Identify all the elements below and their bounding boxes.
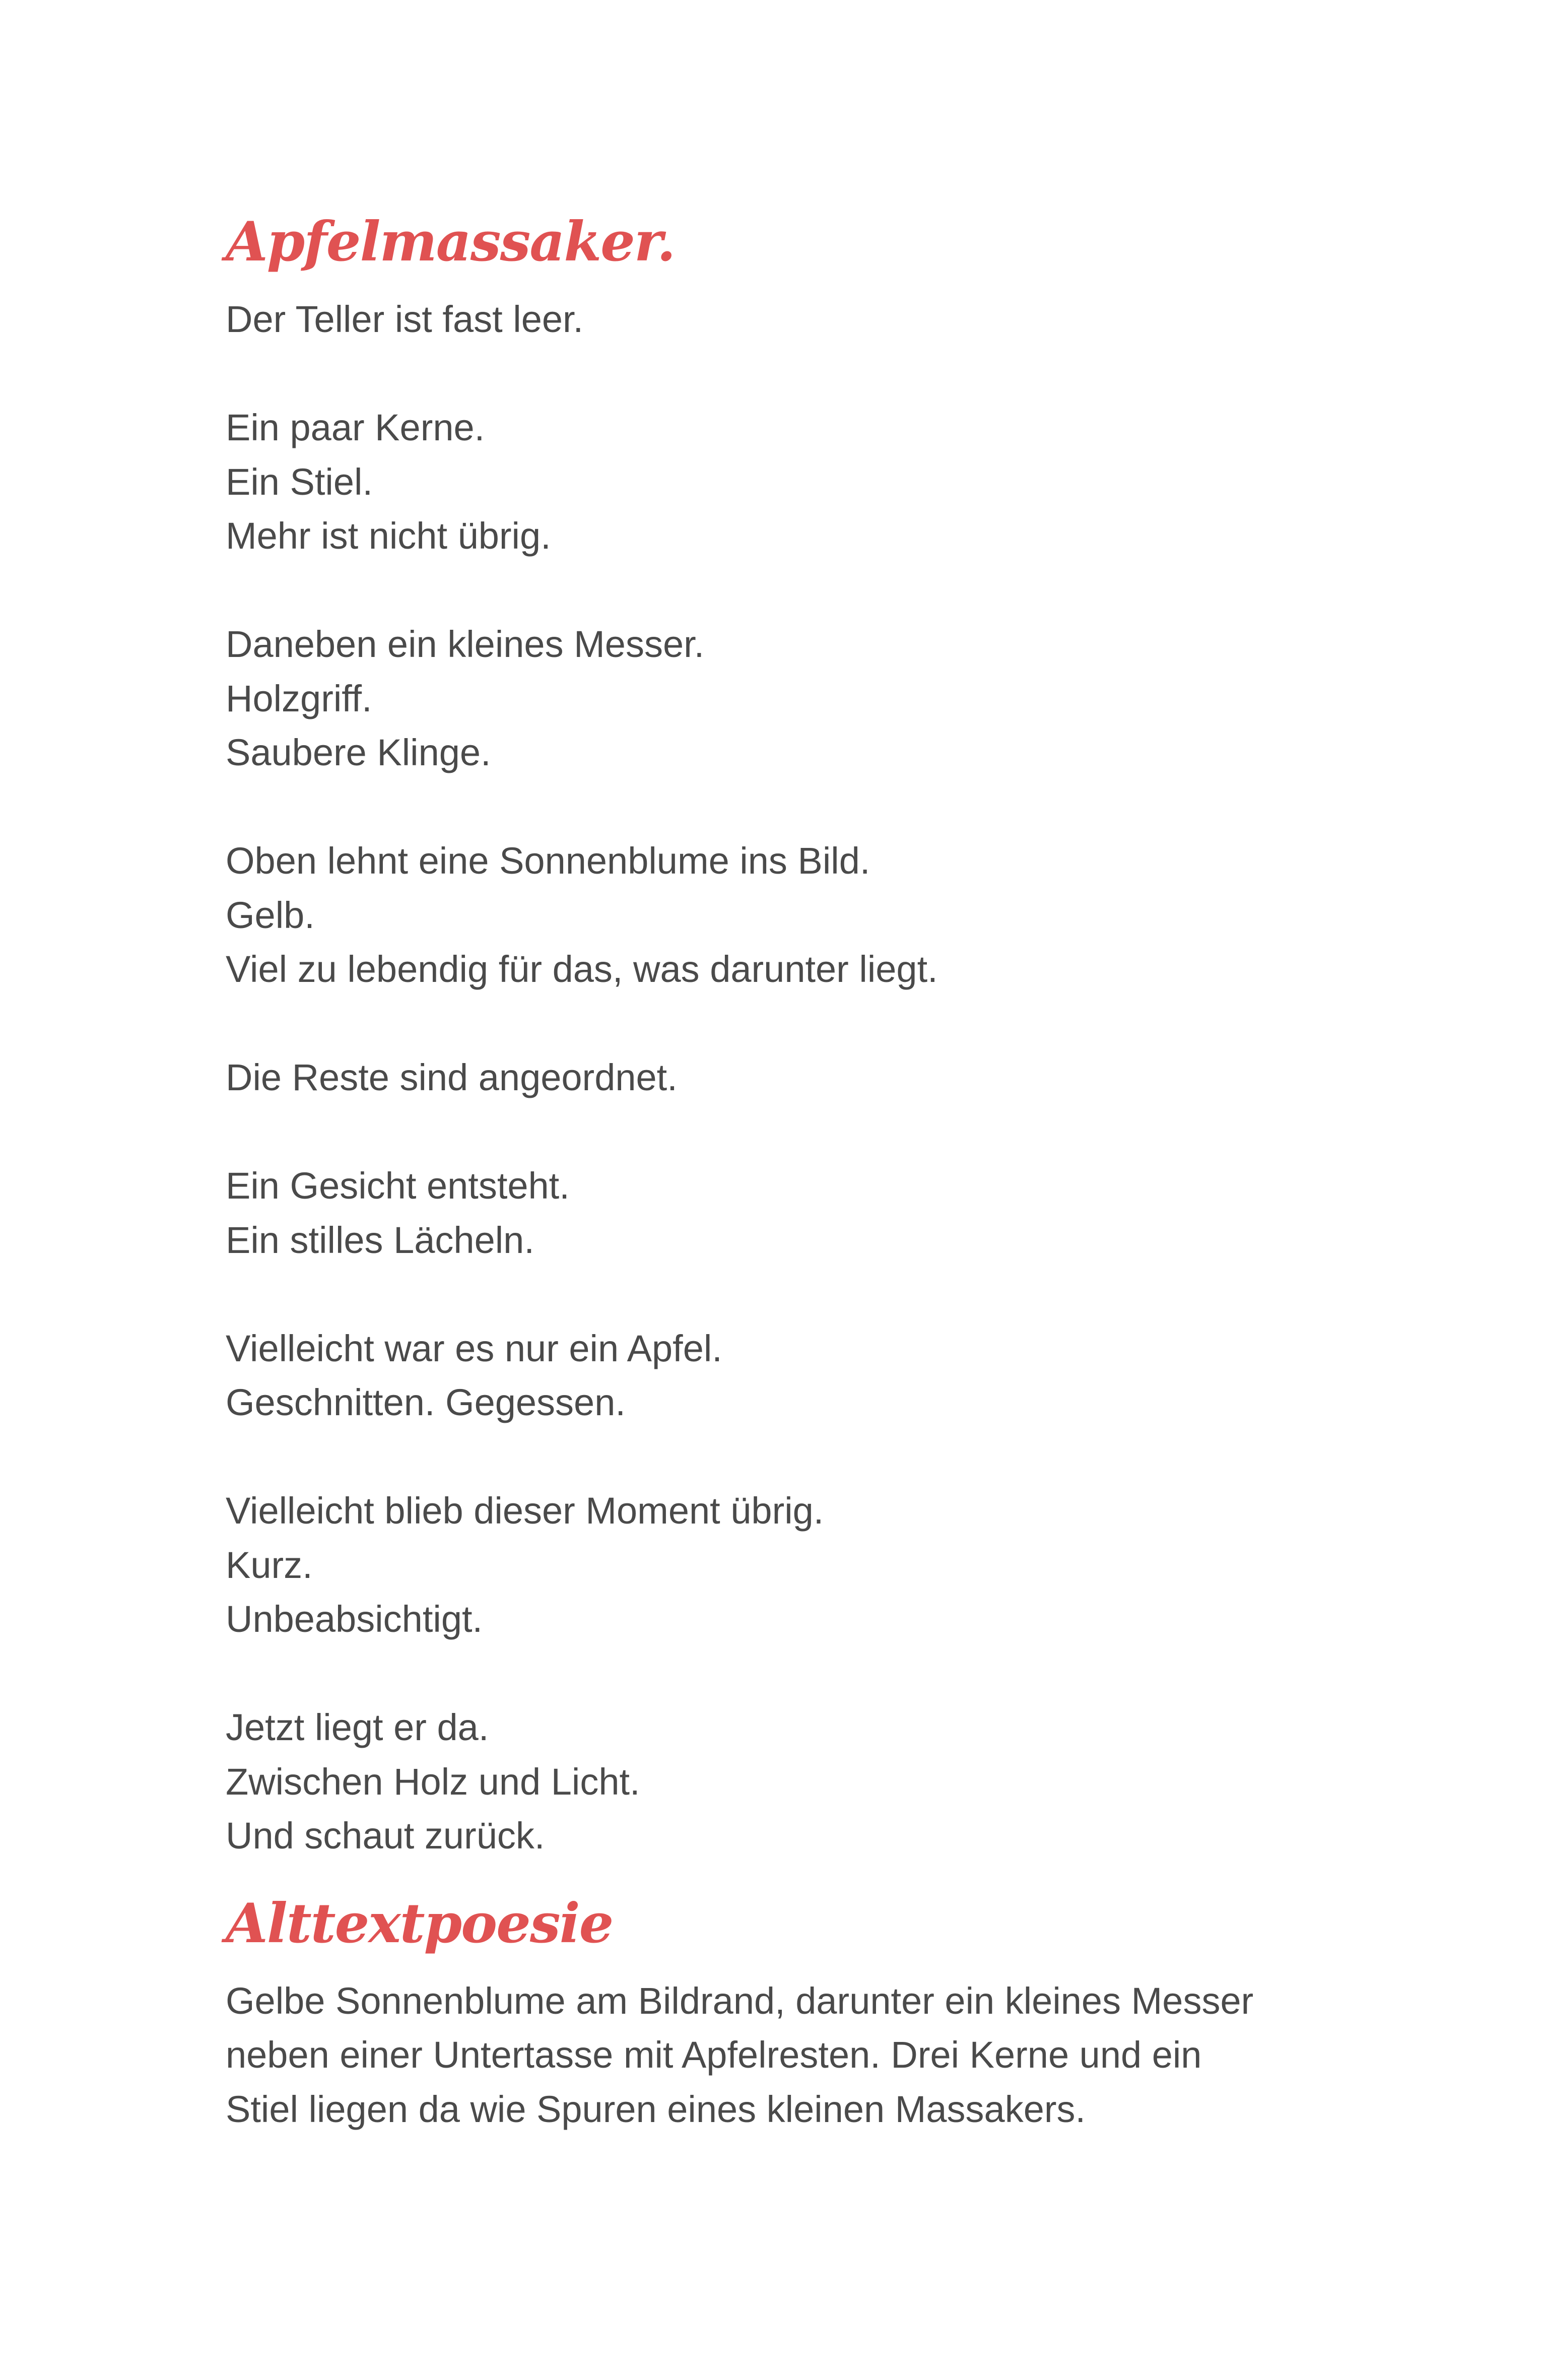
poem-line: Kurz. (226, 1544, 313, 1586)
poem-line: Ein Stiel. (226, 460, 373, 503)
alttext-line: Stiel liegen da wie Spuren eines kleinen Massakers. (226, 2088, 1086, 2130)
poem-line: Saubere Klinge. (226, 732, 491, 773)
poem-line: Holzgriff. (226, 677, 372, 719)
poem-line: Daneben ein kleines Messer. (226, 623, 705, 665)
poem-line: Vielleicht blieb dieser Moment übrig. (226, 1490, 824, 1532)
poem-line: Ein paar Kerne. (226, 407, 485, 448)
poem-line: Ein stilles Lächeln. (226, 1219, 534, 1261)
stanza (226, 1050, 1334, 1105)
alttext-line: neben einer Untertasse mit Apfelresten. Drei Kerne und ein (226, 2034, 1202, 2076)
alttext-body (226, 1974, 1334, 2137)
poem-line: Die Reste sind angeordnet. (226, 1056, 678, 1098)
stanza (226, 1159, 1334, 1267)
poem-line: Jetzt liegt er da. (226, 1706, 489, 1748)
alttext-line: Gelbe Sonnenblume am Bildrand, darunter ein kleines Messer (226, 1979, 1254, 2022)
poem-line: Gelb. (226, 894, 315, 936)
stanza (226, 834, 1334, 997)
poem-line: Zwischen Holz und Licht. (226, 1760, 640, 1803)
poem-title: Apfelmassaker. (226, 210, 675, 274)
poem-body (226, 292, 1334, 1863)
poem-line: Mehr ist nicht übrig. (226, 515, 551, 557)
poem-line: Der Teller ist fast leer. (226, 298, 584, 340)
stanza (226, 1700, 1334, 1863)
stanza (226, 1321, 1334, 1430)
poem-line: Ein Gesicht entsteht. (226, 1165, 570, 1207)
poem-line: Viel zu lebendig für das, was darunter liegt. (226, 948, 938, 990)
poem-page (226, 202, 1334, 2136)
stanza (226, 401, 1334, 563)
alttext-title: Alttextpoesie (226, 1891, 613, 1955)
stanza (226, 1484, 1334, 1646)
poem-line: Vielleicht war es nur ein Apfel. (226, 1327, 722, 1369)
poem-line: Unbeabsichtigt. (226, 1598, 483, 1640)
poem-line: Oben lehnt eine Sonnenblume ins Bild. (226, 840, 870, 882)
poem-line: Und schaut zurück. (226, 1815, 545, 1857)
stanza (226, 617, 1334, 780)
stanza (226, 292, 1334, 347)
poem-line: Geschnitten. Gegessen. (226, 1381, 626, 1423)
